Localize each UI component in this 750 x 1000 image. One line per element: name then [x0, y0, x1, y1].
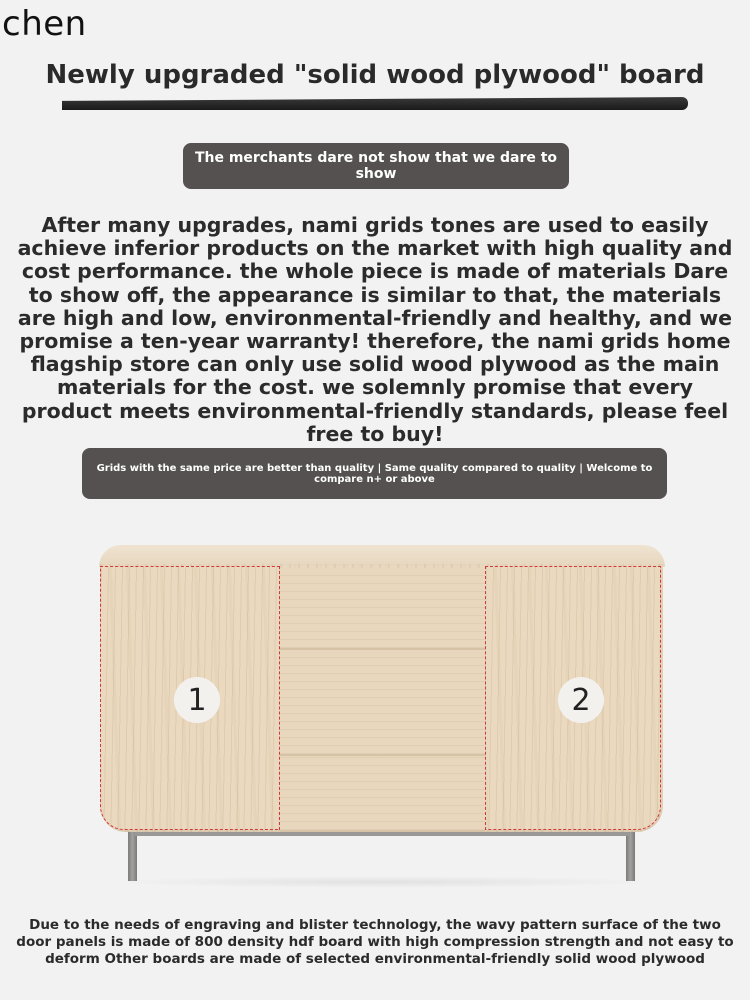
page-headline: Newly upgraded "solid wood plywood" board — [45, 60, 705, 90]
sideboard-image — [95, 540, 670, 890]
tagline-pill-bottom-text: Grids with the same price are better than quality | Same quality compared to quality | Welcome to compare n+ or above — [96, 462, 653, 485]
marker-1: 1 — [174, 677, 220, 723]
cabinet-drawer-3 — [280, 756, 485, 832]
cabinet-base-rail — [135, 832, 630, 836]
tagline-pill-top-text: The merchants dare not show that we dare to show — [194, 150, 558, 182]
material-caption: Due to the needs of engraving and blister technology, the wavy pattern surface of the two door panels is made of 800 density hdf board with high compression strength and not easy to deform Other boards are made of selected environmental-friendly solid wood plywood — [16, 917, 734, 967]
floor-shadow — [105, 876, 660, 888]
cabinet-drawer-1 — [280, 568, 485, 650]
description-paragraph: After many upgrades, nami grids tones are used to easily achieve inferior products on the market with high quality and cost performance. the whole piece is made of materials Dare to show off, the appearance is similar to that, the materials are high and low, environmental-friendly and healthy, and we promise a ten-year warranty! therefore, the nami grids home flagship store can only use solid wood plywood as the main materials for the cost. we solemnly promise that every product meets environmental-friendly standards, please feel free to buy! — [17, 213, 733, 446]
marker-2: 2 — [558, 677, 604, 723]
tagline-pill-bottom — [82, 448, 667, 499]
brand-logo-text: chen — [2, 4, 87, 44]
tagline-pill-top — [183, 143, 569, 189]
cabinet-drawer-2 — [280, 650, 485, 756]
headline-underline-bar — [62, 97, 688, 110]
